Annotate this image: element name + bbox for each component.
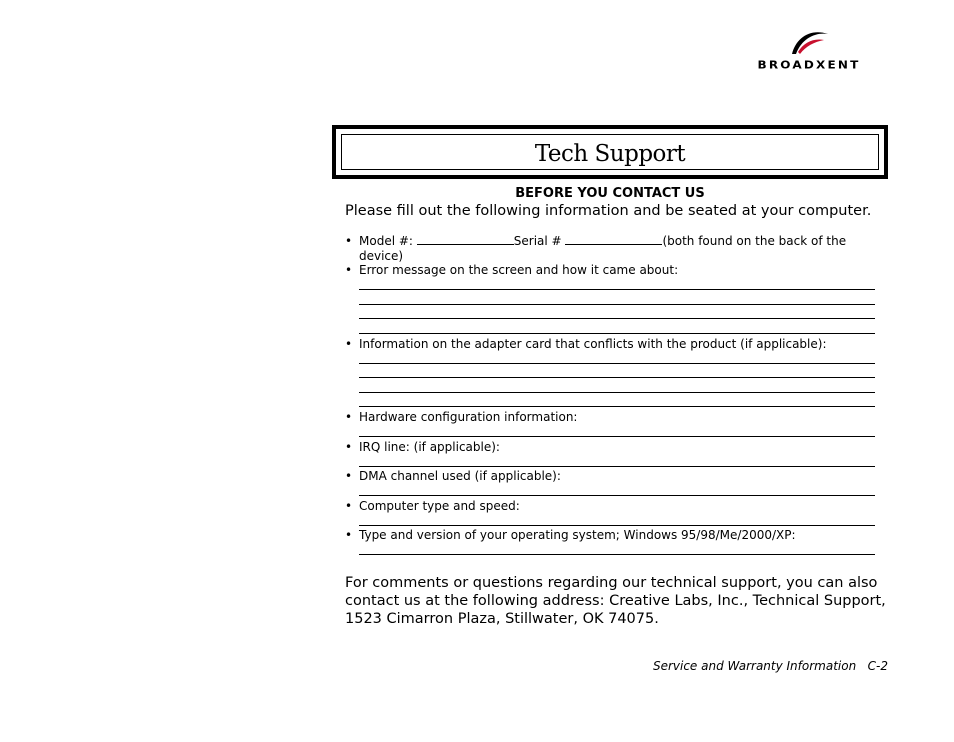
- list-item-dma: [345, 469, 875, 484]
- list-item-error: [345, 263, 875, 278]
- blank-line: [359, 525, 875, 526]
- title-inner-frame: [341, 134, 879, 170]
- blank-line: [359, 392, 875, 393]
- blank-line: [359, 466, 875, 467]
- list-item-hardware: [345, 410, 875, 425]
- blank-line: [359, 406, 875, 407]
- title-box: [332, 125, 888, 179]
- bullet-glyph: •: [345, 440, 353, 454]
- footer-page-number: C-2: [867, 659, 888, 673]
- bullet-glyph: •: [345, 410, 353, 424]
- blank-line: [359, 436, 875, 437]
- footer-section: Service and Warranty Information: [652, 659, 857, 673]
- blank-line: [359, 304, 875, 305]
- list-item-label: DMA channel used (if applicable):: [359, 469, 561, 483]
- bullet-glyph: •: [345, 499, 353, 513]
- list-item-model: [345, 234, 875, 264]
- blank-line: [359, 289, 875, 290]
- list-item-label: Type and version of your operating system; Windows 95/98/Me/2000/XP:: [359, 528, 796, 542]
- blank-line: [359, 363, 875, 364]
- list-item-label: Information on the adapter card that conflicts with the product (if applicable):: [359, 337, 827, 351]
- blank-line: [359, 318, 875, 319]
- list-item-computer: [345, 499, 875, 514]
- list-item-irq: [345, 440, 875, 455]
- blank-line: [359, 495, 875, 496]
- bullet-glyph: •: [345, 263, 353, 277]
- closing-paragraph: For comments or questions regarding our technical support, you can also contact us at the following address: Creative Labs, Inc., Technical Support, 1523 Cimarron Plaza, Stillwater, OK 74075.: [345, 575, 886, 627]
- list-item-label: Computer type and speed:: [359, 499, 520, 513]
- blank-line: [359, 333, 875, 334]
- swoosh-icon: [788, 26, 830, 56]
- serial-blank: [565, 234, 662, 245]
- serial-label: Serial #: [513, 234, 562, 248]
- page-title: Tech Support: [534, 141, 686, 167]
- list-item-label: IRQ line: (if applicable):: [359, 440, 500, 454]
- subheading: BEFORE YOU CONTACT US: [515, 186, 705, 201]
- list-item-adapter: [345, 337, 875, 352]
- model-label: Model #:: [359, 234, 413, 248]
- list-item-os: [345, 528, 875, 543]
- intro-text: Please fill out the following information and be seated at your computer.: [345, 203, 872, 219]
- list-item-label: Hardware configuration information:: [359, 410, 578, 424]
- model-blank: [417, 234, 514, 245]
- list-item-label: Error message on the screen and how it came about:: [359, 263, 679, 277]
- bullet-glyph: •: [345, 469, 353, 483]
- blank-line: [359, 554, 875, 555]
- model-note: (both found on the back of the device): [359, 234, 847, 263]
- broadxent-logo: [738, 26, 880, 72]
- logo-wordmark: BROADXENT: [757, 59, 861, 71]
- bullet-glyph: •: [345, 528, 353, 542]
- blank-line: [359, 377, 875, 378]
- page-footer: [653, 659, 888, 673]
- bullet-glyph: •: [345, 337, 353, 351]
- bullet-glyph: •: [345, 234, 353, 248]
